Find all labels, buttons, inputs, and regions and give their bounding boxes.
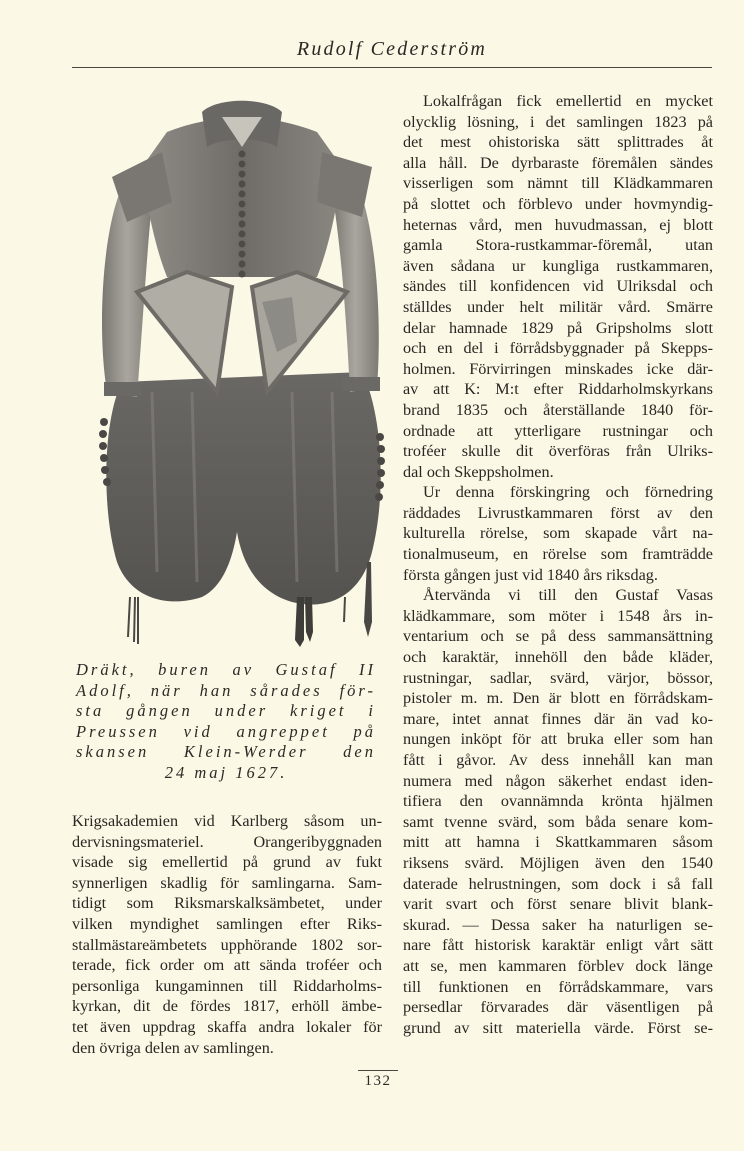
text-line: sändes till konfidencen vid Ulriksdal och [403,277,713,296]
text-line: grund av sitt materiella värde. Först se- [403,1018,713,1037]
text-line: Lokalfrågan fick emellertid en mycket [423,92,713,110]
text-line: nungen inköpt för att bruka eller som han [403,730,713,749]
doublet-and-breeches-image [92,92,392,652]
text-line: persedlar förvarades där väsentligen på [403,998,713,1017]
caption-line: skansen Klein-Werder den [76,742,376,761]
right-column-text [403,91,713,1038]
caption-line: Dräkt, buren av Gustaf II [76,660,376,679]
text-line: ordnade att ytterligare rustningar och [403,421,713,440]
text-line: av att K: M:t efter Riddarholmskyrkans [403,380,713,399]
text-line: holmen. Förvirringen minskades icke där- [403,359,713,378]
text-line: Krigsakademien vid Karlberg såsom un- [72,812,382,830]
text-line: Återvända vi till den Gustaf Vasas [423,586,713,605]
text-line: mitt att hamna i Skattkammaren såsom [403,833,713,852]
text-line: pistoler m. m. Den är blott en förrådskam- [403,689,713,708]
text-line: mare, intet annat finnes där än vad ko- [403,709,713,728]
text-line: troféer skulle dit överföras från Ulriks- [403,442,713,461]
text-line: synnerligen skadlig för samlingarna. Sam- [72,873,382,892]
text-line: varit svart och först senare blivit blank- [403,895,713,914]
costume-photograph [92,92,392,652]
caption-line: Adolf, när han sårades för- [76,680,376,700]
text-line: ventarium och se på dess sammansättning [403,627,713,646]
text-line: dervisningsmateriel. Orangeribyggnaden [72,832,382,851]
header-rule [72,67,712,68]
text-line: kyrkan, dit de fördes 1817, erhöll ämbe- [72,997,382,1016]
figure-caption [76,660,376,783]
running-head: Rudolf Cederström [296,38,488,60]
text-line: terade, fick order om att sända troféer och [72,956,382,975]
text-line: numera med någon säkerhet endast iden- [403,771,713,790]
text-line: tidigt som Riksmarskalksämbetet, under [72,894,382,913]
text-line: personliga kungaminnen till Riddarholms- [72,976,382,995]
caption-line: sta gången under kriget i [76,701,376,720]
text-line: vilken myndighet samlingen efter Riks- [72,914,382,933]
text-line: stallmästareämbetets upphörande 1802 sor- [72,935,382,954]
text-line: att se, men kammaren förblev dock länge [403,956,713,975]
text-line: olycklig lösning, i det samlingen 1823 på [403,112,713,131]
text-line: till funktionen en förrådskammare, vars [403,977,713,996]
text-line: rustningar, sadlar, svärd, värjor, bössor, [403,668,713,687]
text-line: alla håll. De dyrbaraste föremålen sändes [403,153,713,172]
text-line: nare fått historisk karaktär enligt vårt sätt [403,936,713,955]
text-line: gamla Stora-rustkammar-föremål, utan [403,236,713,255]
text-line: och karaktär, innehöll den både kläder, [403,648,713,667]
text-line: Ur denna förskingring och förnedring [423,483,713,502]
text-line: på slottet och förblevo under hovmyndig- [403,194,713,213]
text-line: visserligen som nämnt till Klädkammaren [403,174,713,193]
left-column-text [72,811,382,1058]
text-line: klädkammare, som möter i 1548 års in- [403,606,713,625]
text-line: den övriga delen av samlingen. [72,1038,274,1057]
text-line: visade sig emellertid på grund av fukt [72,853,382,872]
text-line: brand 1835 och återställande 1840 för- [403,400,713,419]
text-line: kulturella rörelse, som skapade vårt na- [403,524,713,543]
text-line: ställdes under helt militär vård. Smärre [403,297,713,316]
text-line: tifiera den ovannämnda krönta hjälmen [403,792,713,811]
text-line: även sådana ur kungliga rustkammaren, [403,256,713,275]
text-line: dal och Skeppsholmen. [403,462,554,481]
text-line: samt tvenne svärd, som båda senare kom- [403,812,713,831]
page-number: 132 [358,1070,398,1090]
text-line: tet även uppdrag skaffa andra lokaler för [72,1017,382,1036]
text-line: fått i gåvor. Av dess innehåll kan man [403,751,713,769]
text-line: riksens svärd. Möjligen även den 1540 [403,853,713,872]
text-line: det mest ohistoriska sätt splittrades åt [403,133,713,152]
text-line: och en del i förrådsbyggnader på Skepps- [403,339,713,358]
text-line: delar hamnade 1829 på Gripsholms slott [403,318,713,337]
text-line: skurad. — Dessa saker ha naturligen se- [403,915,713,934]
caption-line: 24 maj 1627. [164,762,288,782]
text-line: daterade helrustningen, som dock i så fall [403,874,713,893]
text-line: första gången just vid 1840 års riksdag. [403,565,658,584]
text-line: räddades Livrustkammaren först av den [403,503,713,522]
text-line: tionalmuseum, en rörelse som framträdde [403,545,713,564]
caption-line: Preussen vid angreppet på [76,721,376,741]
text-line: heternas vård, men huvudmassan, ej blott [403,215,713,234]
